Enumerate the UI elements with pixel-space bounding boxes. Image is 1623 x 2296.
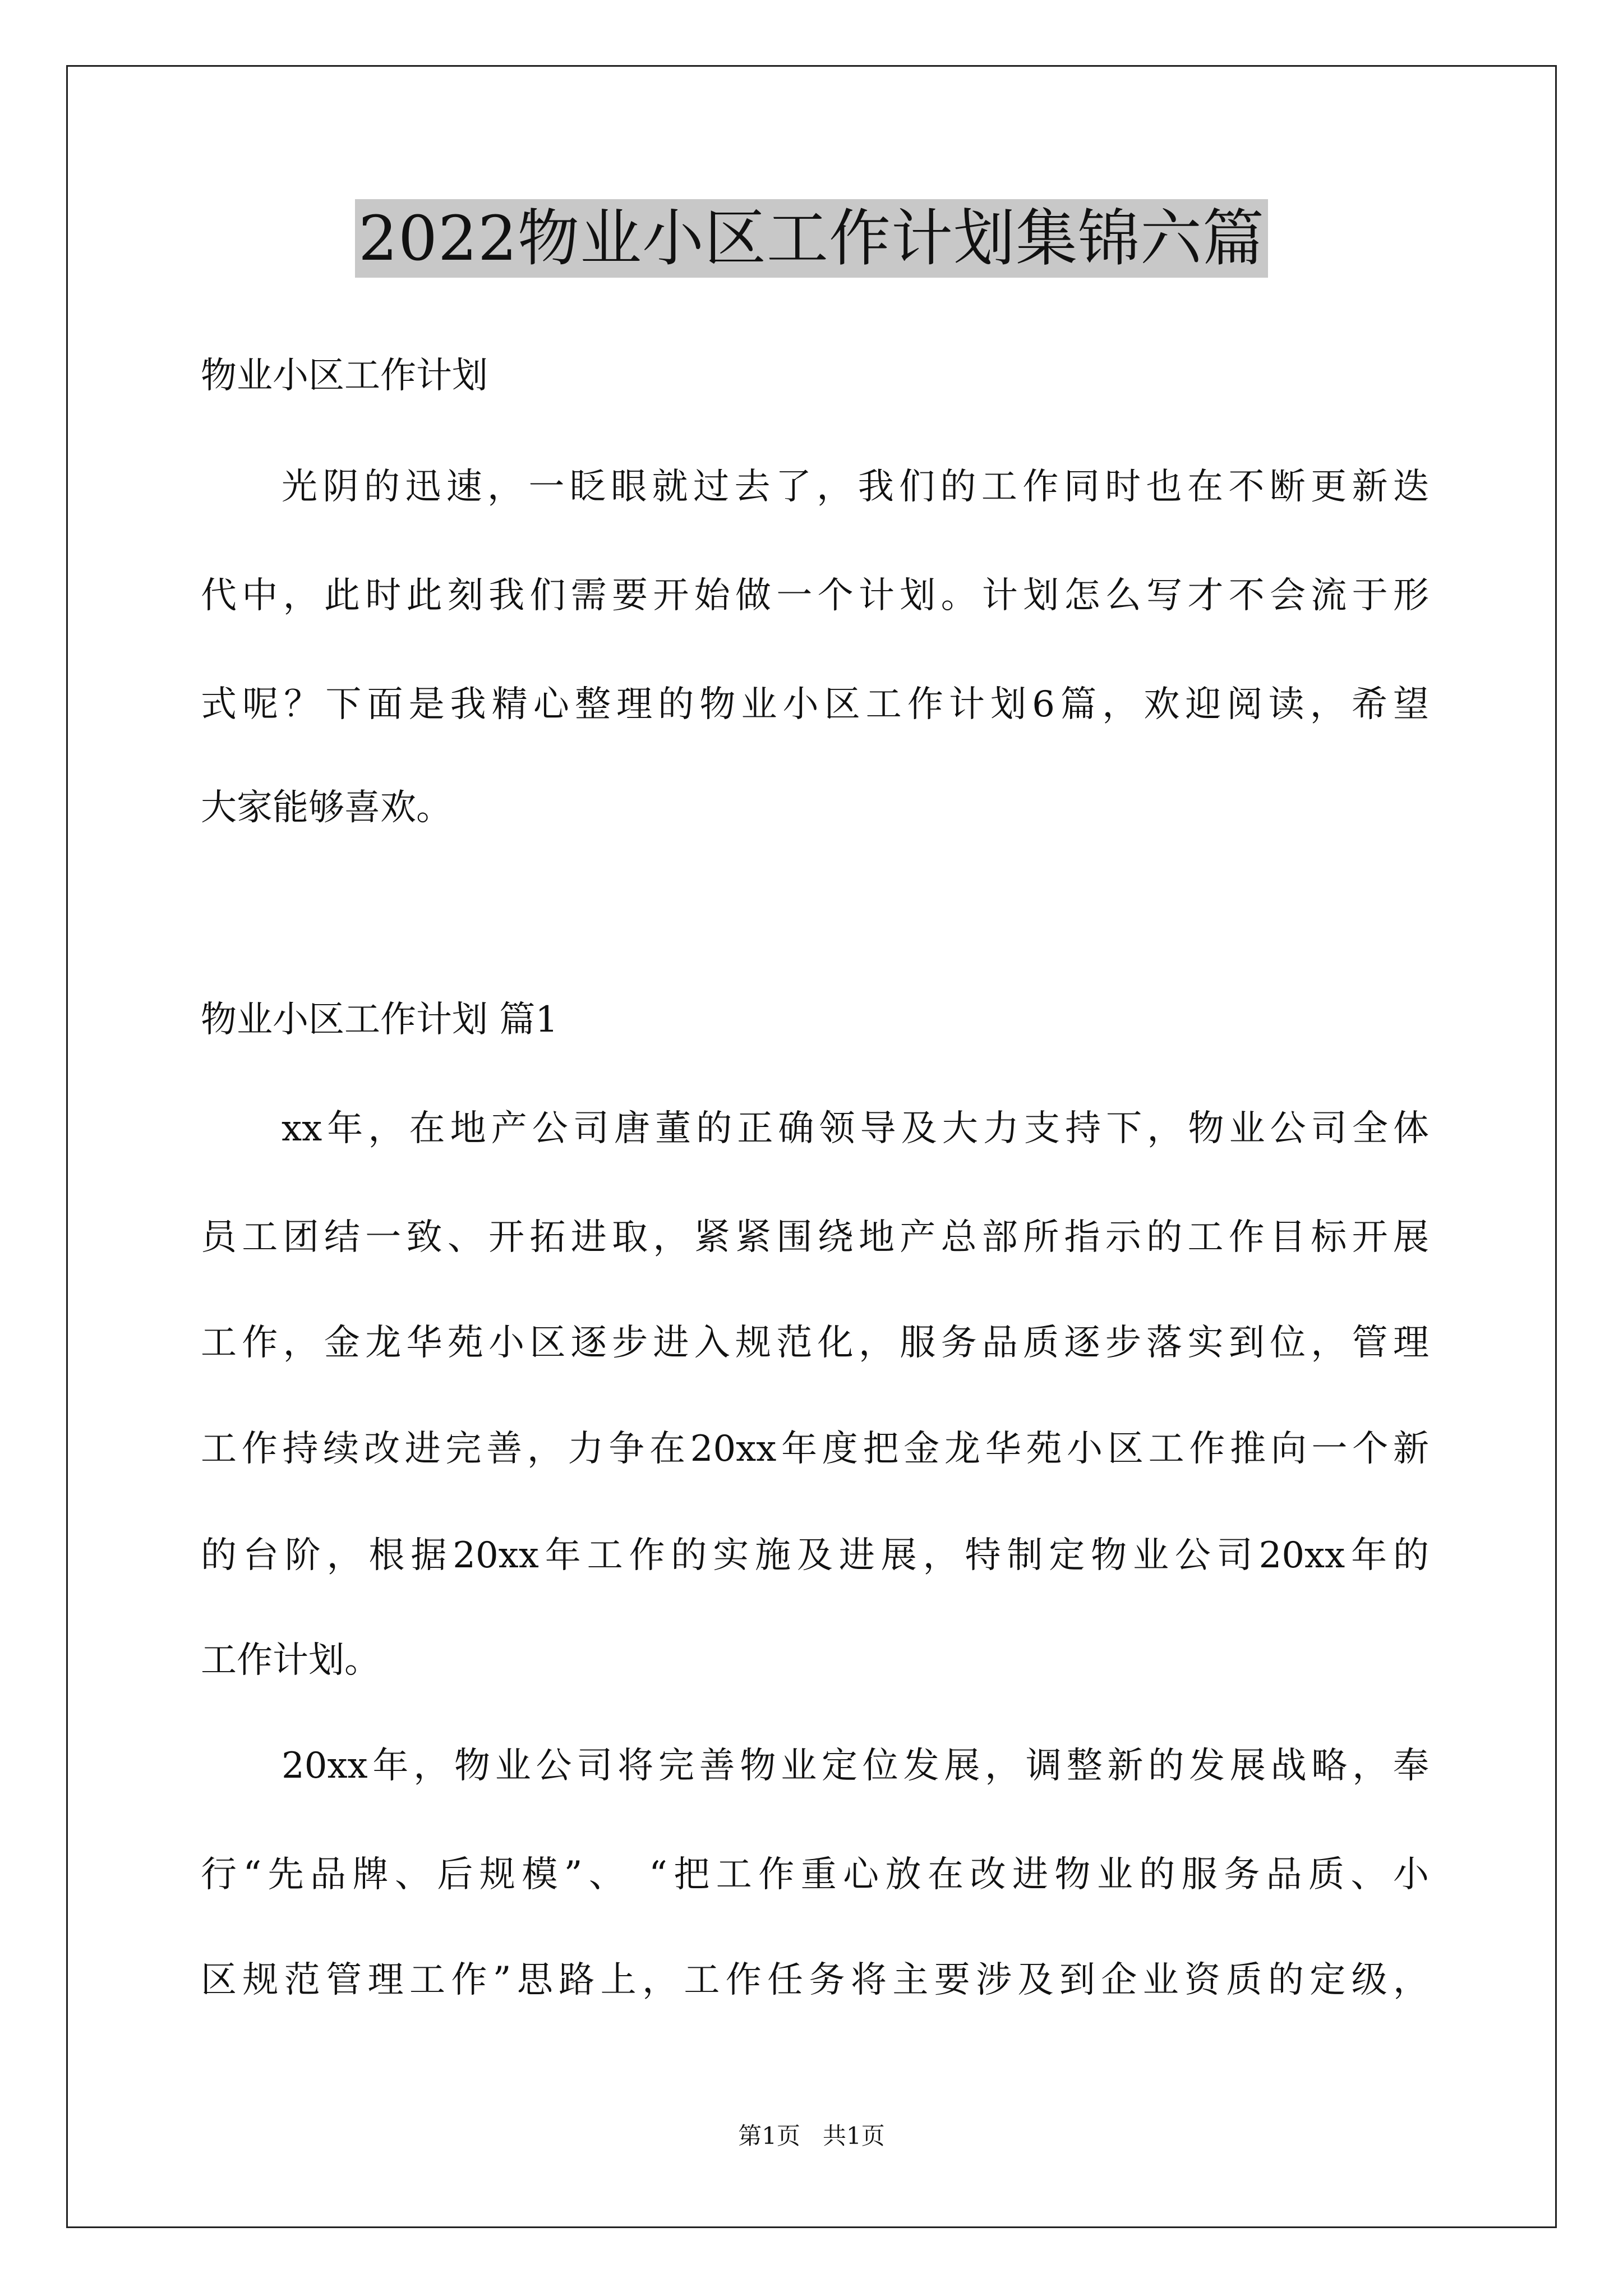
paragraph-line: 工作计划。 xyxy=(201,1640,380,1681)
paragraph-line: 的台阶，根据20xx年工作的实施及进展，特制定物业公司20xx年的 xyxy=(201,1535,1429,1576)
title-container xyxy=(0,199,1623,278)
intro-line: 光阴的迅速，一眨眼就过去了，我们的工作同时也在不断更新迭 xyxy=(282,466,1429,508)
page-footer: 第1页 共1页 xyxy=(738,2122,885,2150)
paragraph-line: 20xx年，物业公司将完善物业定位发展，调整新的发展战略，奉 xyxy=(282,1745,1429,1787)
paragraph-line: 工作持续改进完善，力争在20xx年度把金龙华苑小区工作推向一个新 xyxy=(201,1428,1429,1470)
document-title: 2022物业小区工作计划集锦六篇 xyxy=(355,199,1268,278)
paragraph-line: 行“先品牌、后规模”、 “把工作重心放在改进物业的服务品质、小 xyxy=(201,1854,1429,1895)
paragraph-line: 工作，金龙华苑小区逐步进入规范化，服务品质逐步落实到位，管理 xyxy=(201,1322,1429,1364)
paragraph-line: 区规范管理工作”思路上，工作任务将主要涉及到企业资质的定级， xyxy=(201,1959,1429,2001)
intro-line: 式呢？下面是我精心整理的物业小区工作计划6篇，欢迎阅读，希望 xyxy=(201,684,1429,725)
intro-line: 大家能够喜欢。 xyxy=(201,787,452,829)
intro-heading: 物业小区工作计划 xyxy=(201,355,488,397)
section1-heading: 物业小区工作计划 篇1 xyxy=(201,999,559,1041)
paragraph-line: 员工团结一致、开拓进取，紧紧围绕地产总部所指示的工作目标开展 xyxy=(201,1217,1429,1258)
intro-line: 代中，此时此刻我们需要开始做一个计划。计划怎么写才不会流于形 xyxy=(201,575,1429,616)
paragraph-line: xx年，在地产公司唐董的正确领导及大力支持下，物业公司全体 xyxy=(282,1108,1429,1149)
